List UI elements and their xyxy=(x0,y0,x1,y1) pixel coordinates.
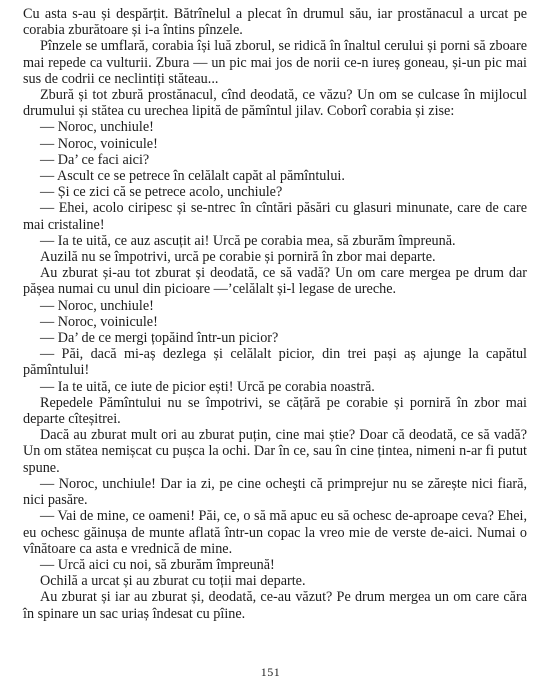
page-number: 151 xyxy=(260,665,281,679)
dialogue-line: — Ia te uită, ce auz ascuțit ai! Urcă pe corabia mea, să zburăm împreună. xyxy=(40,232,456,249)
paragraph: Cu asta s-au și despărțit. Bătrînelul a plecat în drumul său, iar prostănacul a urcat pe corabia zburătoare și i-a întins pînzele. xyxy=(23,6,527,39)
dialogue-line: — Și ce zici că se petrece acolo, unchiule? xyxy=(40,184,283,201)
dialogue-line: — Ehei, acolo ciripesc și se-ntrec în cîntări păsări cu glasuri minunate, care de care mai cristaline! xyxy=(23,200,527,233)
dialogue-line: — Da’ ce faci aici? xyxy=(40,151,150,168)
dialogue-line: — Noroc, unchiule! xyxy=(40,297,154,314)
paragraph: Au zburat și-au tot zburat și deodată, ce să vadă? Un om care mergea pe drum dar pășea numai cu unul din picioare —’celălalt și-l legase de ureche. xyxy=(23,265,527,298)
dialogue-line: — Vai de mine, ce oameni! Păi, ce, o să mă apuc eu să ochesc de-aproape ceva? Ehei, eu ochesc găinușa de munte aflată într-un copac la vreo mie de verste de-aici. Numai o vînătoare ca asta e vrednică de mine. xyxy=(23,508,528,557)
dialogue-line: — Da’ de ce mergi țopăind într-un picior? xyxy=(40,330,279,347)
dialogue-line: — Noroc, unchiule! xyxy=(40,119,154,136)
dialogue-line: — Urcă aici cu noi, să zburăm împreună! xyxy=(40,556,275,573)
paragraph: Repedele Pămîntului nu se împotrivi, se cățără pe corabie și porniră în zbor mai departe cîteșitrei. xyxy=(23,394,527,428)
dialogue-line: — Noroc, unchiule! Dar ia zi, pe cine ocheşti că primprejur nu se zărește nici fiară, nici pasăre. xyxy=(23,475,527,509)
paragraph: Pînzele se umflară, corabia își luă zborul, se ridică în înaltul cerului și porni să zboare mai repede ca vulturii. Zbura — un pic mai jos de norii ce-n iureș goneau, și-un pic mai sus de codrii ce neclintiți stăteau... xyxy=(23,38,527,87)
paragraph: Auzilă nu se împotrivi, urcă pe corabie și porniră în zbor mai departe. xyxy=(40,249,436,266)
dialogue-line: — Ia te uită, ce iute de picior ești! Urcă pe corabia noastră. xyxy=(40,378,375,395)
dialogue-line: — Noroc, voinicule! xyxy=(40,135,158,152)
dialogue-line: — Ascult ce se petrece în celălalt capăt al pămîntului. xyxy=(40,168,345,185)
dialogue-line: — Păi, dacă mi-aș dezlega și celălalt picior, din trei pași aș ajunge la capătul pămîntului! xyxy=(23,346,527,379)
paragraph: Au zburat și iar au zburat și, deodată, ce-au văzut? Pe drum mergea un om care căra în spinare un sac uriaș îndesat cu pîine. xyxy=(23,589,527,622)
paragraph: Dacă au zburat mult ori au zburat puțin, cine mai știe? Doar că deodată, ce să vadă? Un om stătea nemișcat cu pușca la ochi. Dar în ce, sau în cine țintea, nimeni n-ar fi putut spune. xyxy=(23,427,527,476)
paragraph: Zbură și tot zbură prostănacul, cînd deodată, ce văzu? Un om se culcase în mijlocul drumului și stătea cu urechea lipită de pămîntul jilav. Coborî corabia și zise: xyxy=(23,87,527,120)
dialogue-line: — Noroc, voinicule! xyxy=(40,313,158,330)
paragraph: Ochilă a urcat și au zburat cu toții mai departe. xyxy=(40,573,306,590)
page-body-text xyxy=(23,6,527,622)
